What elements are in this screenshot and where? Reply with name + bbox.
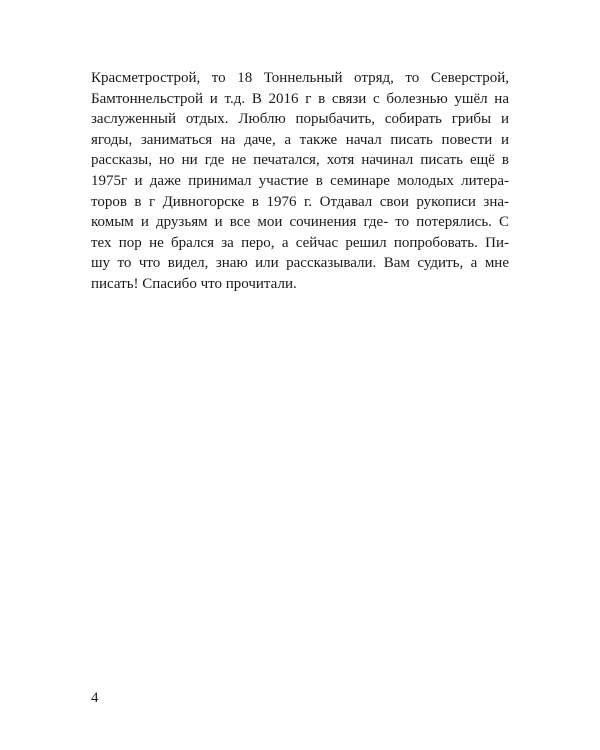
page-number: 4 <box>91 690 99 706</box>
text-line: рассказы, но ни где не печатался, хотя начинал писать ещё в <box>91 152 509 169</box>
body-paragraph <box>91 68 509 295</box>
text-line: заслуженный отдых. Люблю порыбачить, собирать грибы и <box>91 111 509 128</box>
text-line: ягоды, заниматься на даче, а также начал писать повести и <box>91 131 509 148</box>
text-line: тех пор не брался за перо, а сейчас решил попробовать. Пи- <box>91 234 509 251</box>
text-line: писать! Спасибо что прочитали. <box>91 275 297 292</box>
text-line: Бамтоннельстрой и т.д. В 2016 г в связи с болезнью ушёл на <box>91 90 509 107</box>
text-line: 1975г и даже принимал участие в семинаре молодых литера- <box>91 172 509 189</box>
text-line: торов в г Дивногорске в 1976 г. Отдавал свои рукописи зна- <box>91 193 509 210</box>
text-line: комым и друзьям и все мои сочинения где- то потерялись. С <box>91 214 509 231</box>
text-line: Красметрострой, то 18 Тоннельный отряд, то Северстрой, <box>91 70 509 86</box>
text-line: шу то что видел, знаю или рассказывали. Вам судить, а мне <box>91 255 509 272</box>
